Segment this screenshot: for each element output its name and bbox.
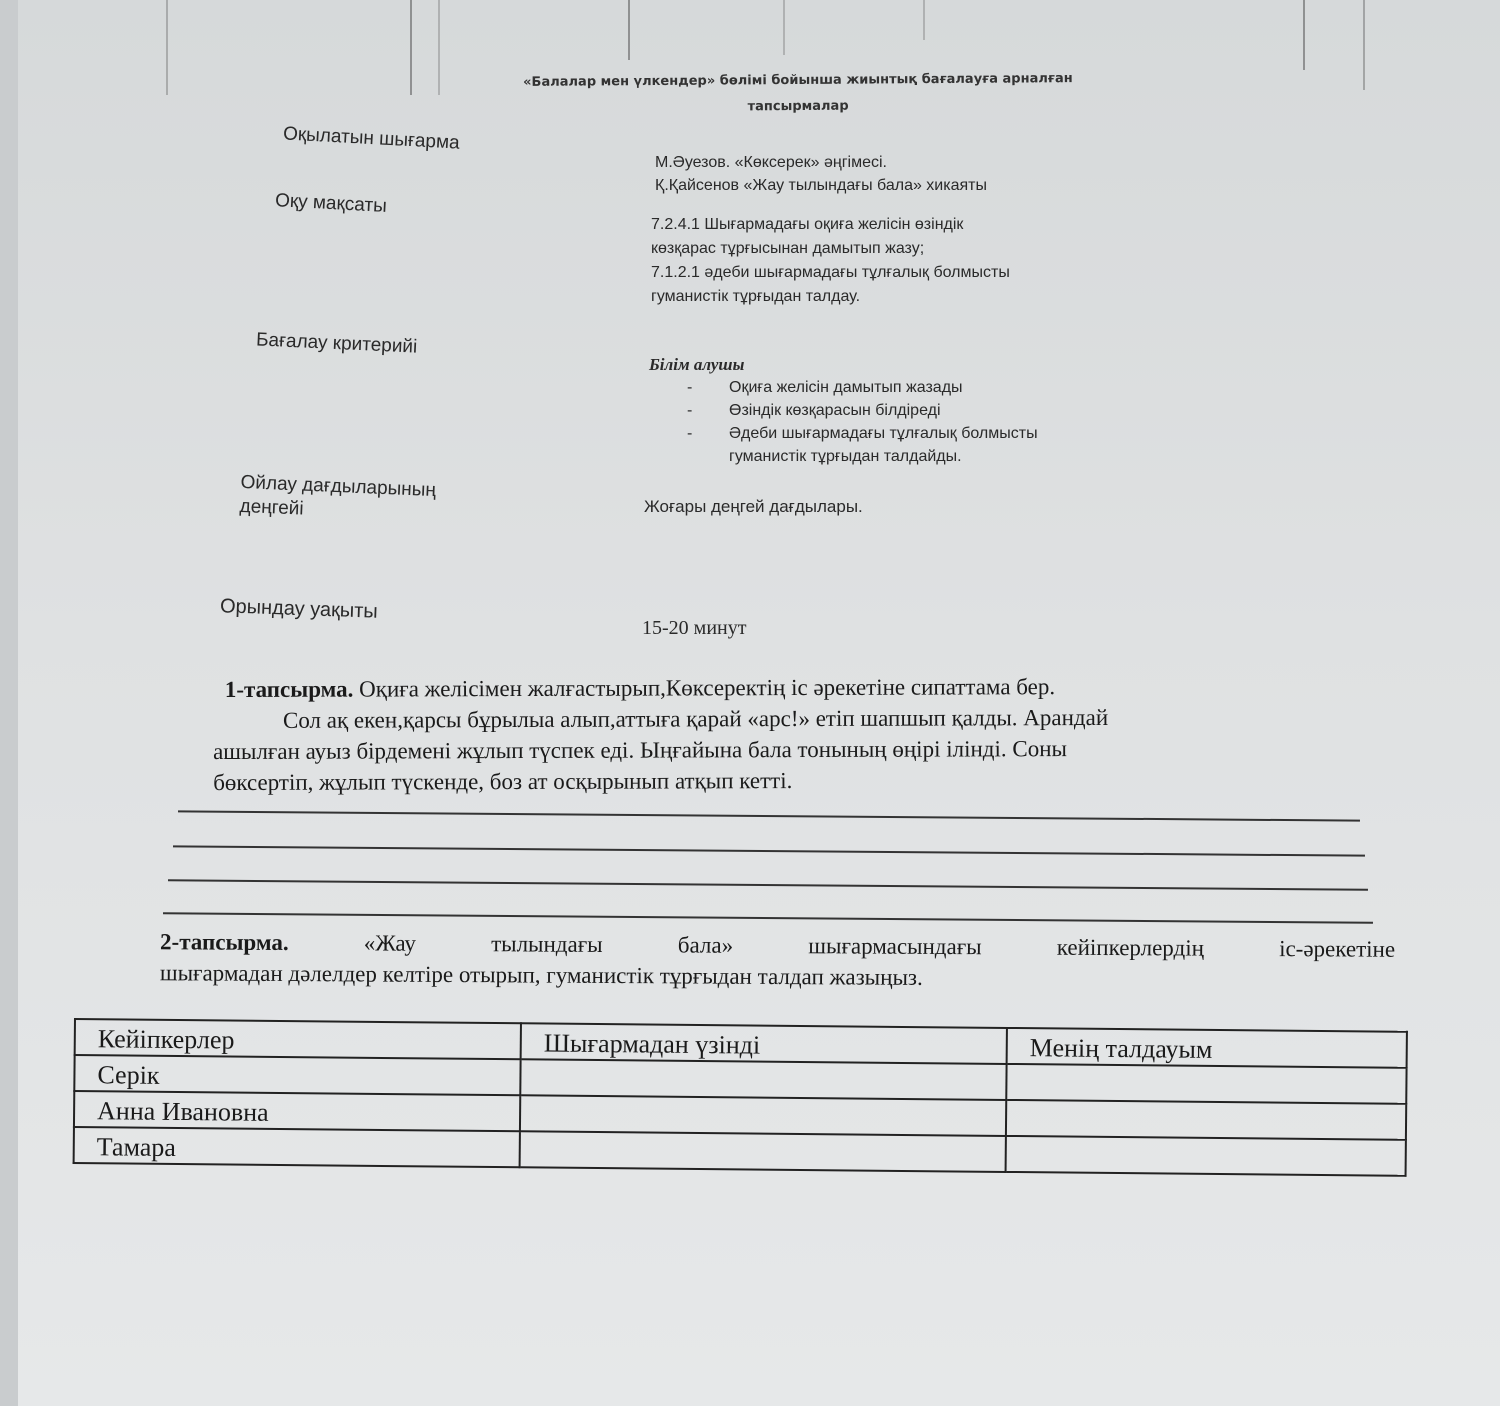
label-duration: Орындау уақыты — [219, 595, 379, 623]
task-1-excerpt-line: ашылған ауыз бірдемені жұлып түспек еді. Ыңғайына бала тонының өңірі ілінді. Соны — [213, 736, 1067, 765]
label-learning-goal: Оқу мақсаты — [274, 190, 388, 217]
analysis-cell[interactable] — [1006, 1064, 1406, 1104]
table-header-cell: Менің талдауым — [1007, 1028, 1407, 1068]
task-1-instruction: Оқиға желісімен жалғастырып,Көксеректің іс әрекетіне сипаттама бер. — [359, 674, 1056, 702]
task-2-line-2: шығармадан дәлелдер келтіре отырып, гуманистік тұрғыдан талдап жазыңыз. — [159, 960, 923, 990]
value-duration: 15-20 минут — [642, 617, 747, 639]
task-1-title: 1-тапсырма. — [224, 676, 354, 703]
header-line-2: тапсырмалар — [747, 98, 849, 115]
answer-line[interactable] — [163, 912, 1373, 923]
task-2-line-1: «Жау тылындағы бала» шығармасындағы кейіпкерлердің іс-әрекетіне — [363, 930, 1396, 962]
copy-streak — [166, 0, 168, 95]
task-2-title: 2-тапсырма. — [160, 929, 289, 956]
copy-streak — [1363, 0, 1365, 90]
copy-streak — [783, 0, 785, 55]
characters-table — [73, 1018, 1408, 1177]
table-header-cell: Кейіпкерлер — [75, 1019, 521, 1059]
value-reading-work: М.Әуезов. «Көксерек» әңгімесі. Қ.Қайсенов «Жау тылындағы бала» хикаяты — [655, 154, 987, 194]
copy-streak — [628, 0, 630, 60]
label-reading-work: Оқылатын шығарма — [282, 123, 461, 154]
value-assessment-criteria — [649, 353, 1099, 468]
criteria-list — [649, 376, 1099, 468]
answer-line[interactable] — [168, 879, 1368, 890]
label-assessment-criteria: Бағалау критерийі — [255, 329, 418, 358]
task-1-excerpt-line: бөксертіп, жұлып түскенде, боз ат осқырынып атқып кетті. — [213, 768, 793, 796]
criteria-heading: Білім алушы — [649, 355, 745, 374]
analysis-cell[interactable] — [1006, 1100, 1406, 1140]
document-sheet — [18, 0, 1500, 1406]
header-line-1: «Балалар мен үлкендер» бөлімі бойынша жиынтық бағалауға арналған — [523, 71, 1073, 90]
value-thinking-level: Жоғары деңгей дағдылары. — [644, 497, 863, 516]
table-header-cell: Шығармадан үзінді — [521, 1023, 1007, 1064]
analysis-cell[interactable] — [1006, 1136, 1406, 1176]
value-learning-goal: 7.2.4.1 Шығармадағы оқиға желісін өзіндік көзқарас тұрғысынан дамытып жазу; 7.1.2.1 әдеби шығармадағы тұлғалық болмысты гуманистік тұрғыдан талдау. — [651, 216, 1010, 305]
character-name: Анна Ивановна — [74, 1091, 520, 1131]
task-1 — [213, 670, 1393, 798]
copy-streak — [923, 0, 925, 40]
document-header — [398, 65, 1198, 123]
character-name: Серік — [74, 1055, 520, 1095]
criteria-item: - Әдеби шығармадағы тұлғалық болмысты гуманистік тұрғыдан талдайды. — [649, 422, 1069, 468]
answer-line[interactable] — [178, 810, 1360, 821]
label-thinking-level: Ойлау дағдыларының деңгейі — [239, 471, 437, 520]
criteria-item: - Оқиға желісін дамытып жазады — [649, 376, 1099, 399]
answer-line[interactable] — [173, 845, 1365, 856]
quote-cell[interactable] — [520, 1131, 1006, 1172]
copy-streak — [1303, 0, 1305, 70]
task-2 — [160, 926, 1395, 996]
character-name: Тамара — [74, 1127, 520, 1167]
criteria-item: - Өзіндік көзқарасын білдіреді — [649, 399, 1099, 422]
task-1-excerpt-line: Сол ақ екен,қарсы бұрылыа алып,аттыға қарай «арс!» етіп шапшып қалды. Арандай — [282, 704, 1109, 733]
quote-cell[interactable] — [520, 1059, 1006, 1100]
quote-cell[interactable] — [520, 1095, 1006, 1136]
